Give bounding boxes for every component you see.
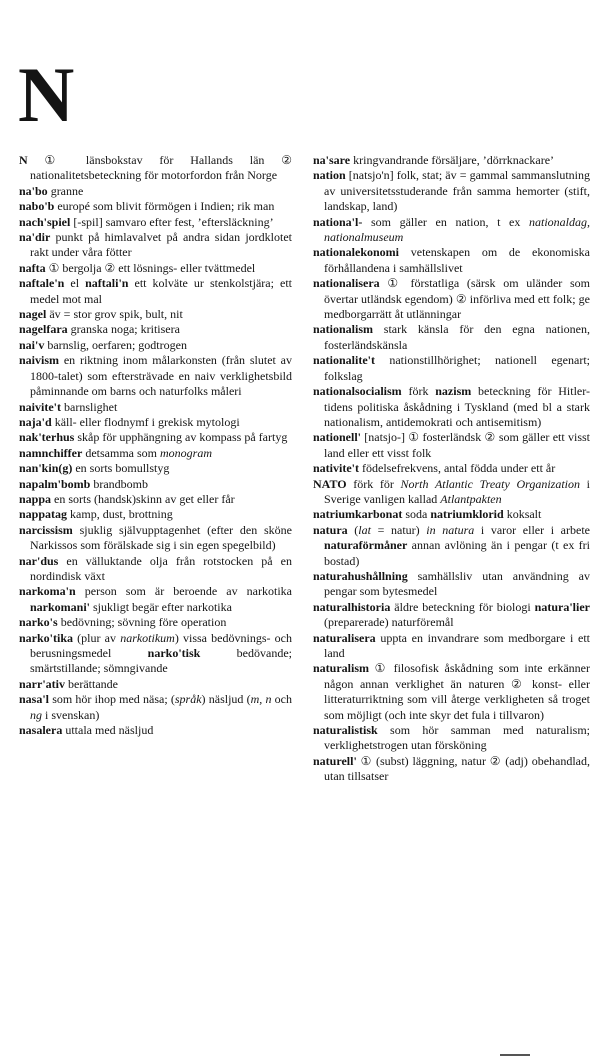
headword: naivite't xyxy=(19,399,61,414)
headword: natura xyxy=(313,522,348,537)
definition-text: ) näsljud ( xyxy=(201,692,251,707)
dictionary-entry xyxy=(19,415,292,430)
definition-text: ett kolväte ur stenkolstjära; ett medel mot mal xyxy=(30,276,292,306)
headword: narko'tika xyxy=(19,630,74,645)
headword: naja'd xyxy=(19,414,52,429)
headword: natura'lier xyxy=(534,599,590,614)
definition-text: ① (subst) läggning, natur ② (adj) obehandlad, utan tillsatser xyxy=(324,753,590,784)
definition-text: = natur) xyxy=(370,522,427,537)
definition-text: detsamma som xyxy=(82,445,160,460)
headword: nappa xyxy=(19,491,52,506)
definition-text: ① förstatliga (särsk om uländer som övertar utländsk egendom) ② införliva med ett folk; ge medborgarrätt åt utlänningar xyxy=(324,276,590,322)
dictionary-entry xyxy=(313,353,590,384)
definition-text: i svenskan) xyxy=(42,707,100,722)
page-edge-mark xyxy=(500,1054,530,1056)
headword: nafta xyxy=(19,260,46,275)
definition-text: europé som blivit förmögen i Indien; rik man xyxy=(54,199,275,214)
definition-text: bedövning; sövning före operation xyxy=(57,615,227,630)
dictionary-entry xyxy=(19,215,292,230)
italic-text: lat xyxy=(358,522,371,537)
dictionary-entry xyxy=(19,230,292,261)
italic-text: nationaldag, nationalmuseum xyxy=(324,214,590,245)
headword: nasalera xyxy=(19,723,63,738)
headword: narr'ativ xyxy=(19,676,65,691)
headword: nation xyxy=(313,168,346,183)
definition-text: som gäller en nation, t ex xyxy=(362,214,529,229)
definition-text: uppta en invandrare som medborgare i ett land xyxy=(324,630,590,660)
definition-text: soda xyxy=(402,507,431,522)
italic-text: narkotikum xyxy=(120,630,175,645)
definition-text: nationstillhörighet; nationell egenart; folkslag xyxy=(324,353,590,383)
headword: nativite't xyxy=(313,461,359,476)
italic-text: Atlantpakten xyxy=(440,491,502,506)
headword: narcissism xyxy=(19,522,73,537)
dictionary-entry xyxy=(19,584,292,615)
definition-text: ① filosofisk åskådning som inte erkänner någon annan verklighet än naturen ② konst- eller litteraturriktning som vill återge verkligheten så troget som möjligt (och inte skyr det fula i tillvaron) xyxy=(324,661,590,722)
headword: nationalsocialism xyxy=(313,384,402,399)
headword: nationalekonomi xyxy=(313,245,400,260)
dictionary-entry xyxy=(313,215,590,246)
definition-text: punkt på himlavalvet på andra sidan jordklotet rakt under våra fötter xyxy=(30,230,292,260)
dictionary-entry xyxy=(19,307,292,322)
definition-text: [natsjo-] ① fosterländsk ② som gäller ett visst land eller ett visst folk xyxy=(324,430,590,460)
dictionary-entry xyxy=(19,276,292,307)
dictionary-entry xyxy=(313,384,590,430)
headword: naturalhistoria xyxy=(313,599,391,614)
dictionary-entry xyxy=(313,477,590,508)
definition-text: stark känsla för den egna nationen, fosterländskänsla xyxy=(324,322,590,352)
dictionary-entry xyxy=(313,276,590,322)
headword: narko'tisk xyxy=(147,646,201,660)
definition-text: kringvandrande försäljare, ’dörrknackare’ xyxy=(350,153,555,167)
dictionary-entry xyxy=(313,723,590,754)
definition-text: en sorts (handsk)skinn av get eller får xyxy=(51,491,235,506)
dictionary-entry xyxy=(19,554,292,585)
definition-text: i varor eller i arbete xyxy=(474,522,590,537)
headword: natriumklorid xyxy=(430,507,504,522)
definition-text: skåp för upphängning av kompass på fartyg xyxy=(74,430,288,445)
headword: namnchiffer xyxy=(19,445,83,460)
dictionary-entry xyxy=(19,677,292,692)
dictionary-entry xyxy=(19,353,292,399)
headword: naturalistisk xyxy=(313,723,378,738)
dictionary-entry xyxy=(19,631,292,677)
dictionary-entry xyxy=(19,507,292,522)
headword: nabo'b xyxy=(19,199,55,214)
dictionary-entry xyxy=(313,322,590,353)
headword: nappatag xyxy=(19,507,68,522)
definition-text: brandbomb xyxy=(90,476,149,491)
dictionary-entry xyxy=(313,430,590,461)
dictionary-entry xyxy=(19,477,292,492)
headword: naftale'n xyxy=(19,276,65,291)
headword: naturalism xyxy=(313,661,370,676)
headword: nai'v xyxy=(19,337,45,352)
dictionary-entry xyxy=(313,245,590,276)
definition-text: ( xyxy=(347,522,359,537)
headword: nasa'l xyxy=(19,692,50,707)
italic-text: språk xyxy=(174,692,202,707)
headword: na'dir xyxy=(19,230,51,245)
headword: nationalism xyxy=(313,322,374,337)
headword: N xyxy=(19,153,28,167)
dictionary-entry xyxy=(19,322,292,337)
headword: nagel xyxy=(19,307,47,322)
dictionary-entry xyxy=(19,184,292,199)
definition-text: [natsjo'n] folk, stat; äv = gammal sammanslutning av universitetsstuderande från samma hemorter (stift, landskap, land) xyxy=(324,168,590,214)
definition-text: kamp, dust, brottning xyxy=(67,507,173,522)
definition-text: annan avlöning än i pengar (t ex fri bostad) xyxy=(324,538,590,568)
definition-text: uttala med näsljud xyxy=(62,723,154,738)
headword: narkomani' xyxy=(30,599,91,614)
definition-text: en sorts bomullstyg xyxy=(72,461,170,476)
dictionary-entry xyxy=(19,461,292,476)
definition-text: som hör samman med naturalism; verklighetstrogen utan försköning xyxy=(324,723,590,753)
headword: nar'dus xyxy=(19,553,59,568)
dictionary-entry xyxy=(19,400,292,415)
dictionary-entry xyxy=(313,461,590,476)
definition-text: äv = stor grov spik, bult, nit xyxy=(46,307,183,322)
definition-text: (plur av xyxy=(73,630,121,645)
left-column xyxy=(19,153,292,738)
definition-text: sjuklig självupptagenhet (efter den sköne Narkissos som förälskade sig i sin egen spegelbild) xyxy=(30,522,292,553)
definition-text: barnslig, oerfaren; godtrogen xyxy=(44,337,187,352)
headword: nan'kin(g) xyxy=(19,461,73,476)
definition-text: berättande xyxy=(65,676,118,691)
headword: na'bo xyxy=(19,183,48,198)
headword: naturaförmåner xyxy=(324,538,408,553)
dictionary-entry xyxy=(313,153,590,168)
dictionary-entry xyxy=(313,661,590,723)
definition-text: förk för xyxy=(346,476,401,491)
dictionary-entry xyxy=(19,692,292,723)
definition-text: beteckning för Hitler-tidens politiska åskådning i Tyskland (med bl a stark nationalism, antidemokrati och antisemitism) xyxy=(324,384,590,429)
headword: nationell' xyxy=(313,430,362,445)
definition-text: käll- eller flodnymf i grekisk mytologi xyxy=(51,414,240,429)
definition-text: förk xyxy=(401,384,436,399)
dictionary-entry xyxy=(313,600,590,631)
definition-text: vetenskapen om de ekonomiska förhållandena i samhällslivet xyxy=(324,245,590,275)
headword: nach'spiel xyxy=(19,214,71,229)
definition-text: äldre beteckning för biologi xyxy=(390,599,535,614)
headword: naturalisera xyxy=(313,630,376,645)
dictionary-entry xyxy=(313,168,590,214)
dictionary-entry xyxy=(19,723,292,738)
headword: naturahushållning xyxy=(313,568,408,583)
italic-text: North Atlantic Treaty Organization xyxy=(400,476,581,491)
definition-text: som hör ihop med näsa; ( xyxy=(49,692,175,707)
definition-text: granska noga; kritisera xyxy=(67,322,180,337)
headword: narkoma'n xyxy=(19,584,76,599)
dictionary-entry xyxy=(313,754,590,785)
right-column xyxy=(313,153,590,785)
italic-text: m, n xyxy=(250,692,272,707)
headword: nazism xyxy=(435,384,472,399)
definition-text: person som är beroende av narkotika xyxy=(75,584,292,599)
definition-text: och xyxy=(271,692,293,707)
headword: nagelfara xyxy=(19,322,68,337)
headword: natriumkarbonat xyxy=(313,507,403,522)
section-letter: N xyxy=(18,51,76,138)
definition-text: barnslighet xyxy=(61,399,118,414)
headword: napalm'bomb xyxy=(19,476,91,491)
dictionary-entry xyxy=(313,631,590,662)
definition-text: el xyxy=(64,276,86,291)
definition-text: i Sverige vanligen kallad xyxy=(324,476,590,506)
headword: NATO xyxy=(313,476,347,491)
dictionary-entry xyxy=(19,153,292,184)
dictionary-entry xyxy=(19,523,292,554)
headword: na'sare xyxy=(313,153,351,167)
dictionary-entry xyxy=(19,430,292,445)
headword: nationa'l- xyxy=(313,214,363,229)
headword: nationalisera xyxy=(313,276,380,291)
headword: naftali'n xyxy=(85,276,129,291)
dictionary-entry xyxy=(313,523,590,569)
dictionary-entry xyxy=(19,615,292,630)
definition-text: ) vissa bedövnings- och berusningsmedel xyxy=(30,630,293,660)
dictionary-entry xyxy=(19,446,292,461)
definition-text: ① länsbokstav för Hallands län ② nationalitetsbeteckning för motorfordon från Norge xyxy=(27,153,292,183)
definition-text: granne xyxy=(47,183,84,198)
headword: narko's xyxy=(19,615,58,630)
italic-text: monogram xyxy=(159,445,212,460)
dictionary-entry xyxy=(19,261,292,276)
definition-text: (preparerade) naturföremål xyxy=(324,615,454,630)
headword: nak'terhus xyxy=(19,430,75,445)
definition-text: ① bergolja ② ett lösnings- eller tvättmedel xyxy=(45,260,256,275)
dictionary-entry xyxy=(19,492,292,507)
definition-text: koksalt xyxy=(503,507,542,522)
italic-text: ng xyxy=(30,707,42,722)
definition-text: en riktning inom målarkonsten (från slutet av 1800-talet) som eftersträvade en naiv verklighetsbild påminnande om barns och naturfolks måleri xyxy=(30,353,292,399)
definition-text: sjukligt begär efter narkotika xyxy=(90,599,232,614)
headword: naivism xyxy=(19,353,60,368)
dictionary-entry xyxy=(313,569,590,600)
definition-text: bedövande; smärtstillande; sömngivande xyxy=(30,646,292,676)
dictionary-entry xyxy=(19,338,292,353)
definition-text: en välluktande olja från rotstocken på en nordindisk växt xyxy=(30,553,292,583)
dictionary-entry xyxy=(313,507,590,522)
headword: naturell' xyxy=(313,753,357,768)
italic-text: in natura xyxy=(426,522,475,537)
definition-text: [-spil] samvaro efter fest, ’eftersläckning’ xyxy=(70,214,274,229)
definition-text: samhällsliv utan användning av pengar som bytesmedel xyxy=(324,568,590,599)
headword: nationalite't xyxy=(313,353,375,368)
definition-text: födelsefrekvens, antal födda under ett år xyxy=(359,461,556,476)
dictionary-entry xyxy=(19,199,292,214)
